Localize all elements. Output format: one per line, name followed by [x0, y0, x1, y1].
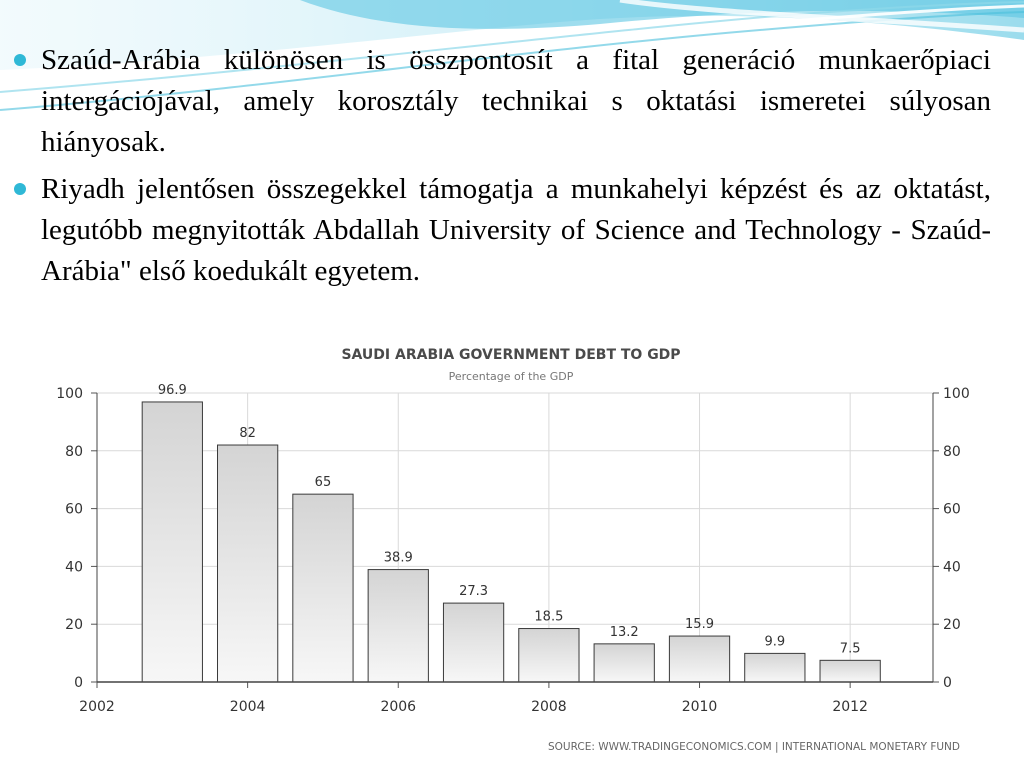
bar [519, 629, 579, 682]
bar-value-label: 9.9 [764, 634, 786, 650]
bar-value-label: 82 [239, 426, 256, 442]
bullet-item [0, 169, 1024, 292]
y-tick-label-right: 40 [943, 559, 961, 576]
bullet-item [0, 40, 1024, 163]
y-tick-label-left: 40 [65, 559, 83, 576]
bar [142, 402, 202, 682]
y-tick-label-left: 20 [65, 617, 83, 634]
bar [820, 660, 880, 682]
bar-value-label: 13.2 [609, 624, 639, 640]
chart-title: SAUDI ARABIA GOVERNMENT DEBT TO GDP [341, 347, 681, 363]
bar [594, 644, 654, 682]
y-tick-label-left: 80 [65, 443, 83, 460]
chart-subtitle: Percentage of the GDP [448, 370, 574, 383]
x-tick-label: 2010 [681, 699, 718, 715]
bar-value-label: 15.9 [685, 617, 714, 633]
debt-chart [0, 338, 1024, 768]
bar-value-label: 65 [314, 475, 332, 491]
y-tick-label-right: 80 [943, 443, 961, 460]
bar-value-label: 96.9 [157, 382, 187, 398]
x-tick-label: 2004 [229, 699, 266, 715]
bar-value-label: 27.3 [459, 584, 489, 600]
bar-value-label: 38.9 [383, 550, 413, 566]
x-tick-label: 2002 [79, 699, 115, 715]
bar [443, 603, 503, 682]
y-tick-label-left: 0 [74, 675, 83, 691]
bar [745, 653, 805, 682]
y-tick-label-right: 60 [943, 501, 961, 518]
bar [669, 636, 729, 682]
bullet-text: Szaúd-Arábia különösen is összpontosít a fital generáció munkaerőpiaci intergációjával, amely korosztály technikai s oktatási ismeretei súlyosan hiányosak. [41, 44, 991, 158]
y-tick-label-left: 100 [56, 386, 83, 402]
bar [293, 494, 353, 682]
chart-source: SOURCE: WWW.TRADINGECONOMICS.COM | INTERNATIONAL MONETARY FUND [547, 741, 960, 753]
bar [218, 445, 278, 682]
y-tick-label-right: 100 [943, 386, 970, 402]
y-tick-label-right: 0 [943, 675, 952, 691]
bullet-list [0, 40, 1024, 298]
bullet-dot-icon [14, 54, 26, 66]
x-tick-label: 2012 [832, 699, 868, 715]
bar-value-label: 7.5 [839, 641, 861, 657]
bar-value-label: 18.5 [534, 609, 564, 625]
y-tick-label-left: 60 [65, 501, 83, 518]
bullet-text: Riyadh jelentősen összegekkel támogatja a munkahelyi képzést és az oktatást, legutóbb megnyitották Abdallah University of Science and Technology - Szaúd-Arábia" első koedukált egyetem. [41, 173, 991, 287]
x-tick-label: 2006 [380, 699, 417, 715]
bullet-dot-icon [14, 183, 26, 195]
bar [368, 570, 428, 682]
x-tick-label: 2008 [531, 699, 567, 715]
bars [142, 383, 880, 682]
y-tick-label-right: 20 [943, 617, 961, 634]
